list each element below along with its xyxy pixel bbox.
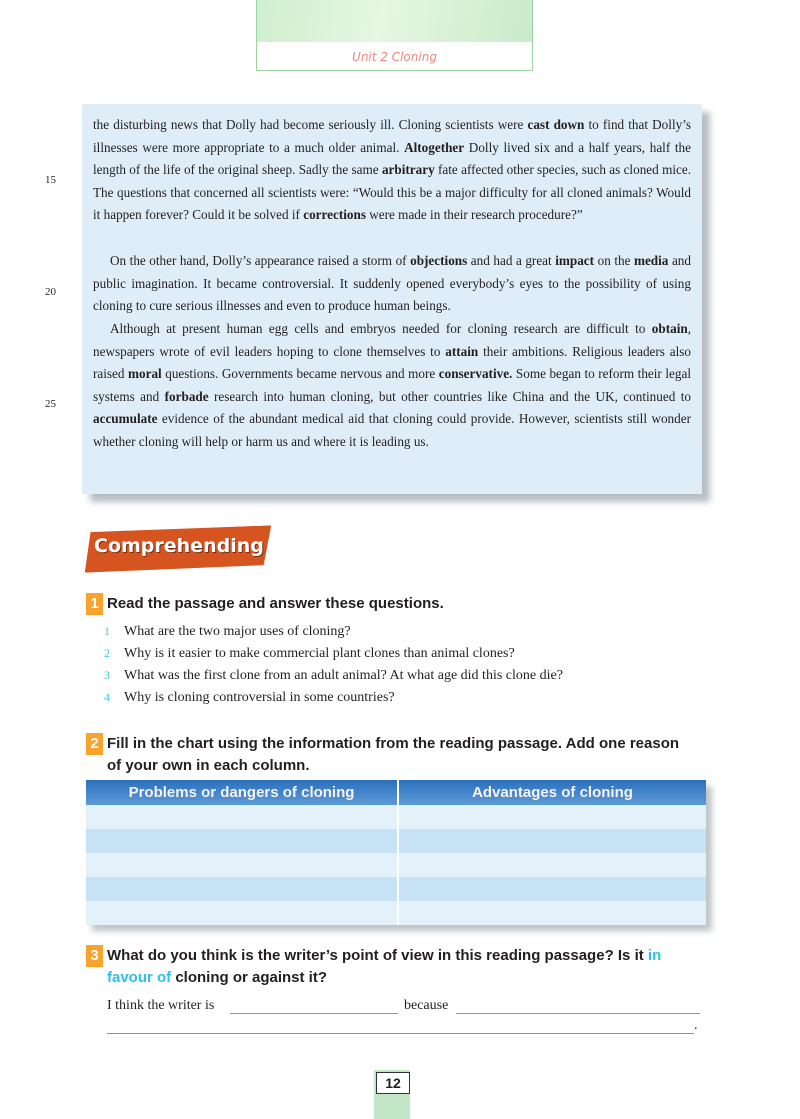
answer-chart (86, 780, 706, 925)
keyword: objections (410, 253, 468, 268)
keyword: moral (128, 366, 162, 381)
line-number-15: 15 (45, 174, 56, 186)
reading-passage-box (82, 104, 702, 494)
comprehending-section-tag (86, 527, 270, 571)
chart-header-problems: Problems or dangers of cloning (86, 780, 397, 805)
passage-text: Some began to reform their legal systems and (93, 366, 691, 404)
passage-text: the disturbing news that Dolly had become seriously ill. Cloning scientists were (93, 117, 528, 132)
line-number-25: 25 (45, 398, 56, 410)
passage-text: their ambitions. Religious leaders also raised (93, 343, 692, 381)
passage-text: questions. Governments became nervous and more (161, 366, 439, 381)
passage-text: and had a great (467, 253, 556, 268)
passage-text: Although at present human egg cells and embryos needed for cloning research are difficult to (110, 321, 652, 336)
item-number: 2 (104, 646, 110, 660)
passage-text: Dolly lived six and a half years, half the length of the life of the original sheep. Sadly the same (93, 139, 691, 177)
unit-header-tab (256, 0, 533, 71)
list-item (104, 642, 664, 664)
item-number: 4 (104, 690, 110, 704)
question-3-text-end: cloning or against it? (171, 969, 328, 986)
item-text: What was the first clone from an adult animal? At what age did this clone die? (124, 668, 563, 683)
question-number-badge: 1 (86, 593, 103, 615)
passage-paragraph-3 (93, 318, 691, 453)
question-number-badge: 3 (86, 945, 103, 967)
item-text: Why is cloning controversial in some countries? (124, 690, 395, 705)
keyword: obtain (651, 321, 688, 336)
passage-text: fate affected other species, such as cloned mice. The questions that concerned all scientists were: “Would this be a major difficulty for all cloned animals? Would it happen forever? Could it be solved if (93, 162, 691, 222)
question-1-instruction: Read the passage and answer these questions. (107, 595, 444, 612)
keyword: media (633, 253, 669, 268)
passage-text: On the other hand, Dolly’s appearance raised a storm of (110, 253, 411, 268)
keyword: forbade (164, 388, 209, 404)
list-item (104, 686, 664, 708)
passage-text: , newspapers wrote of evil leaders hoping to clone themselves to (93, 321, 691, 359)
answer-blank-1[interactable] (230, 1012, 398, 1014)
passage-text: research into human cloning, but other countries like China and the UK, continued to (208, 388, 691, 404)
keyword: Altogether (404, 139, 465, 155)
page-number: 12 (376, 1072, 410, 1094)
question-1-list (104, 620, 664, 708)
answer-end-period: . (694, 1018, 698, 1033)
question-3-text-cont (107, 967, 327, 989)
passage-paragraph-2 (93, 250, 691, 318)
list-item (104, 664, 664, 686)
question-1-heading (86, 593, 444, 615)
chart-column-divider (397, 780, 399, 925)
answer-prompt-start: I think the writer is (107, 998, 215, 1013)
chart-row[interactable] (86, 877, 706, 901)
question-2-instruction: Fill in the chart using the information from the reading passage. Add one reason (107, 735, 680, 752)
answer-blank-3[interactable] (107, 1032, 694, 1034)
keyword: cast down (527, 117, 585, 132)
answer-blank-2[interactable] (456, 1012, 700, 1014)
question-number-badge: 2 (86, 733, 103, 755)
chart-row[interactable] (86, 829, 706, 853)
passage-paragraph-1 (93, 114, 691, 227)
keyword: corrections (303, 207, 366, 222)
keyword: accumulate (93, 411, 158, 426)
question-3-text: What do you think is the writer’s point of view in this reading passage? Is it (107, 947, 648, 964)
answer-prompt-because: because (404, 998, 449, 1013)
question-2-heading (86, 733, 679, 755)
passage-text: to find that Dolly’s illnesses were more appropriate to a much older animal. (93, 117, 691, 155)
keyword: arbitrary (381, 162, 435, 177)
keyword: impact (555, 253, 595, 268)
item-number: 3 (104, 668, 110, 682)
line-number-20: 20 (45, 286, 56, 298)
unit-title: Unit 2 Cloning (352, 50, 437, 64)
chart-row[interactable] (86, 901, 706, 925)
chart-row[interactable] (86, 853, 706, 877)
list-item (104, 620, 664, 642)
highlight-in: in (647, 947, 662, 964)
question-3-heading (86, 945, 661, 967)
chart-header-advantages: Advantages of cloning (399, 780, 706, 805)
highlight-favour-of: favour of (107, 969, 172, 986)
section-title: Comprehending (94, 535, 264, 557)
passage-text: and public imagination. It became controversial. It suddenly opened everybody’s eyes to the possibility of using cloning to cure serious illnesses and even to produce human beings. (93, 253, 691, 313)
header-decoration (257, 0, 532, 42)
passage-text: were made in their research procedure?” (365, 207, 583, 222)
passage-text: on the (594, 253, 634, 268)
item-text: Why is it easier to make commercial plant clones than animal clones? (124, 646, 515, 661)
question-2-instruction-cont: of your own in each column. (107, 757, 310, 774)
keyword: attain (445, 343, 479, 359)
passage-text: evidence of the abundant medical aid that cloning could provide. However, scientists still wonder whether cloning will help or harm us and where it is leading us. (93, 411, 691, 449)
item-text: What are the two major uses of cloning? (124, 624, 351, 639)
chart-row[interactable] (86, 805, 706, 829)
item-number: 1 (104, 624, 110, 638)
keyword: conservative. (438, 366, 513, 381)
